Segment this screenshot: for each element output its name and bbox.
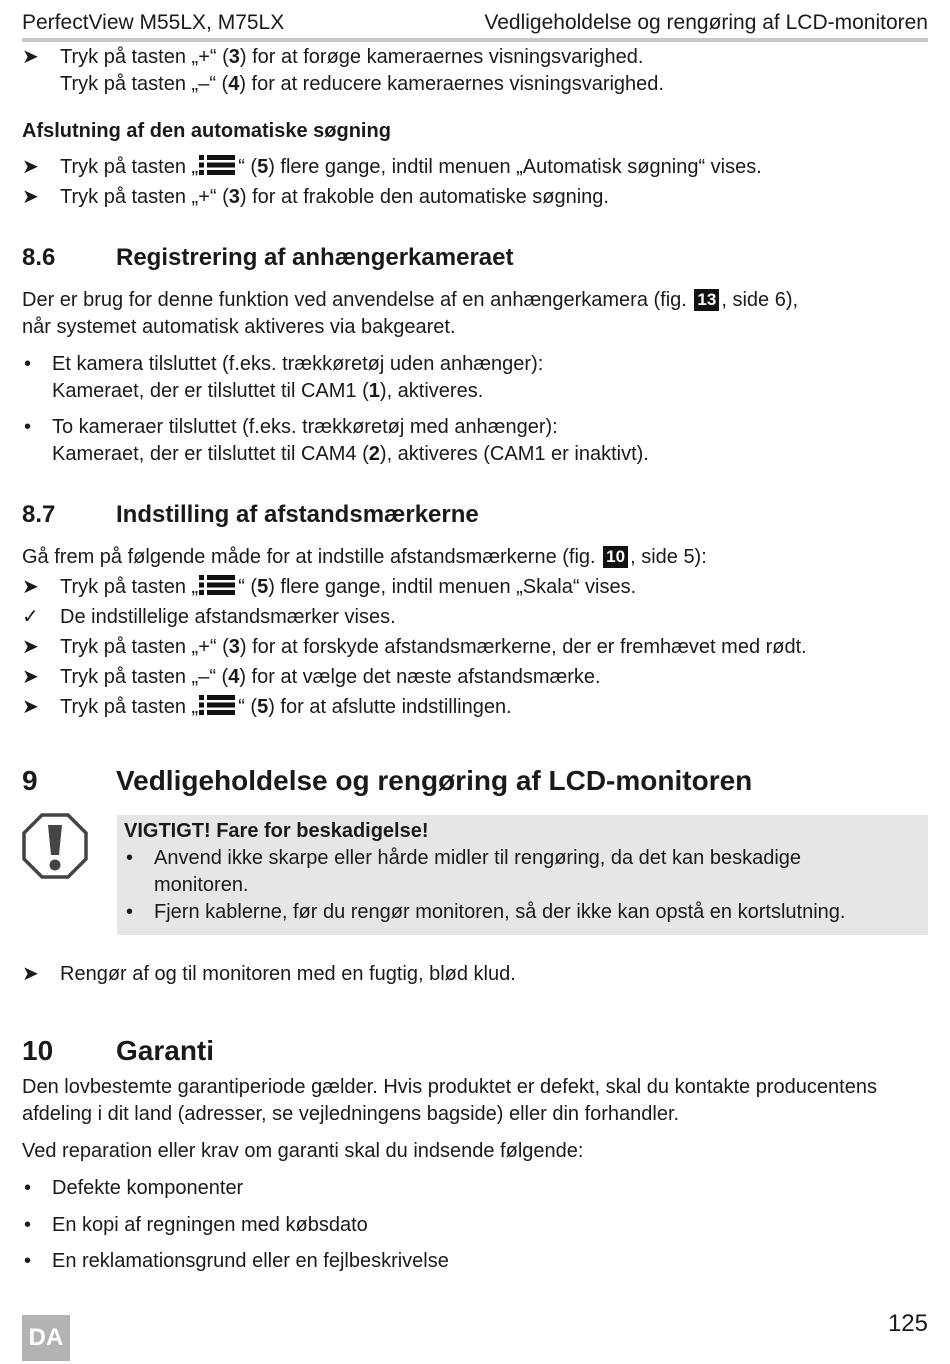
arrow-icon: ➤ [22,696,39,718]
running-header [22,8,928,42]
section-8-6-intro: Der er brug for denne funktion ved anvendelse af en anhængerkamera (fig. 13 , side 6), når systemet automatisk aktiveres via bakgearet. [22,289,799,338]
bullet-icon: • [24,353,32,375]
section-heading-9: 9 Vedligeholdelse og rengøring af LCD-monitoren [22,765,753,796]
check-icon: ✓ [22,606,39,628]
figure-reference: 10 [603,546,628,568]
step-open-auto-search-menu: ➤ Tryk på tasten „ “ (5) flere gange, indtil menuen „Automatisk søgning“ vises. [22,154,762,181]
bullet-icon: • [24,1214,32,1236]
bullet-icon: • [126,847,134,869]
section-8-7-intro: Gå frem på følgende måde for at indstille afstandsmærkerne (fig. 10 , side 5): [22,546,707,568]
bullet-icon: • [24,416,32,438]
warranty-paragraph: Den lovbestemte garantiperiode gælder. Hvis produktet er defekt, skal du kontakte producentens afdeling i dit land (adresser, se vejledningens bagside) eller din forhandler. [22,1076,877,1125]
arrow-icon: ➤ [22,963,39,985]
warning-item-disconnect-cables: • Fjern kablerne, før du rengør monitoren, så der ikke kan opstå en kortslutning. [124,899,845,926]
header-chapter: Vedligeholdelse og rengøring af LCD-monitoren [484,11,928,34]
figure-reference: 13 [694,289,719,311]
page-number: 125 [887,1310,928,1337]
bullet-icon: • [126,901,134,923]
step-finish-settings: ➤ Tryk på tasten „ “ (5) for at afslutte indstillingen. [22,694,512,721]
menu-list-icon [198,694,238,716]
step-increase-duration: ➤ Tryk på tasten „+“ (3) for at forøge kameraernes visningsvarighed. Tryk på tasten „–“ (4) for at reducere kameraernes visningsvarighed. [22,44,664,98]
step-disable-auto-search: ➤ Tryk på tasten „+“ (3) for at frakoble den automatiske søgning. [22,184,609,211]
list-item-one-camera: • Et kamera tilsluttet (f.eks. trækkøretøj uden anhænger): Kameraet, der er tilsluttet til CAM1 (1), aktiveres. [22,351,543,405]
section-heading-8-7: 8.7 Indstilling af afstandsmærkerne [22,501,479,528]
bullet-icon: • [24,1177,32,1199]
menu-list-icon [198,154,238,176]
list-item-two-cameras: • To kameraer tilsluttet (f.eks. trækkøretøj med anhænger): Kameraet, der er tilsluttet til CAM4 (2), aktiveres (CAM1 er inaktivt). [22,414,649,468]
bullet-icon: • [24,1250,32,1272]
arrow-icon: ➤ [22,156,39,178]
header-product: PerfectView M55LX, M75LX [22,11,285,34]
step-next-marker: ➤ Tryk på tasten „–“ (4) for at vælge det næste afstandsmærke. [22,664,601,691]
arrow-icon: ➤ [22,46,39,68]
warning-title: VIGTIGT! Fare for beskadigelse! [124,820,429,842]
exclamation-octagon-icon [22,813,88,879]
menu-list-icon [198,574,238,596]
step-clean-monitor: ➤ Rengør af og til monitoren med en fugtig, blød klud. [22,961,516,988]
warranty-submit-intro: Ved reparation eller krav om garanti skal du indsende følgende: [22,1140,584,1162]
arrow-icon: ➤ [22,576,39,598]
language-tag: DA [22,1315,70,1361]
subheading-auto-search: Afslutning af den automatiske søgning [22,120,391,142]
step-shift-markers: ➤ Tryk på tasten „+“ (3) for at forskyde afstandsmærkerne, der er fremhævet med rødt. [22,634,807,661]
list-item: • En reklamationsgrund eller en fejlbeskrivelse [22,1248,449,1275]
section-heading-8-6: 8.6 Registrering af anhængerkameraet [22,244,514,271]
section-heading-10: 10 Garanti [22,1035,215,1066]
arrow-icon: ➤ [22,186,39,208]
list-item: • Defekte komponenter [22,1175,243,1202]
arrow-icon: ➤ [22,636,39,658]
result-markers-shown: ✓ De indstillelige afstandsmærker vises. [22,604,396,631]
arrow-icon: ➤ [22,666,39,688]
step-open-scale-menu: ➤ Tryk på tasten „ “ (5) flere gange, indtil menuen „Skala“ vises. [22,574,636,601]
warning-item-no-harsh-agents: • Anvend ikke skarpe eller hårde midler til rengøring, da det kan beskadige monitoren. [124,845,801,899]
list-item: • En kopi af regningen med købsdato [22,1212,368,1239]
